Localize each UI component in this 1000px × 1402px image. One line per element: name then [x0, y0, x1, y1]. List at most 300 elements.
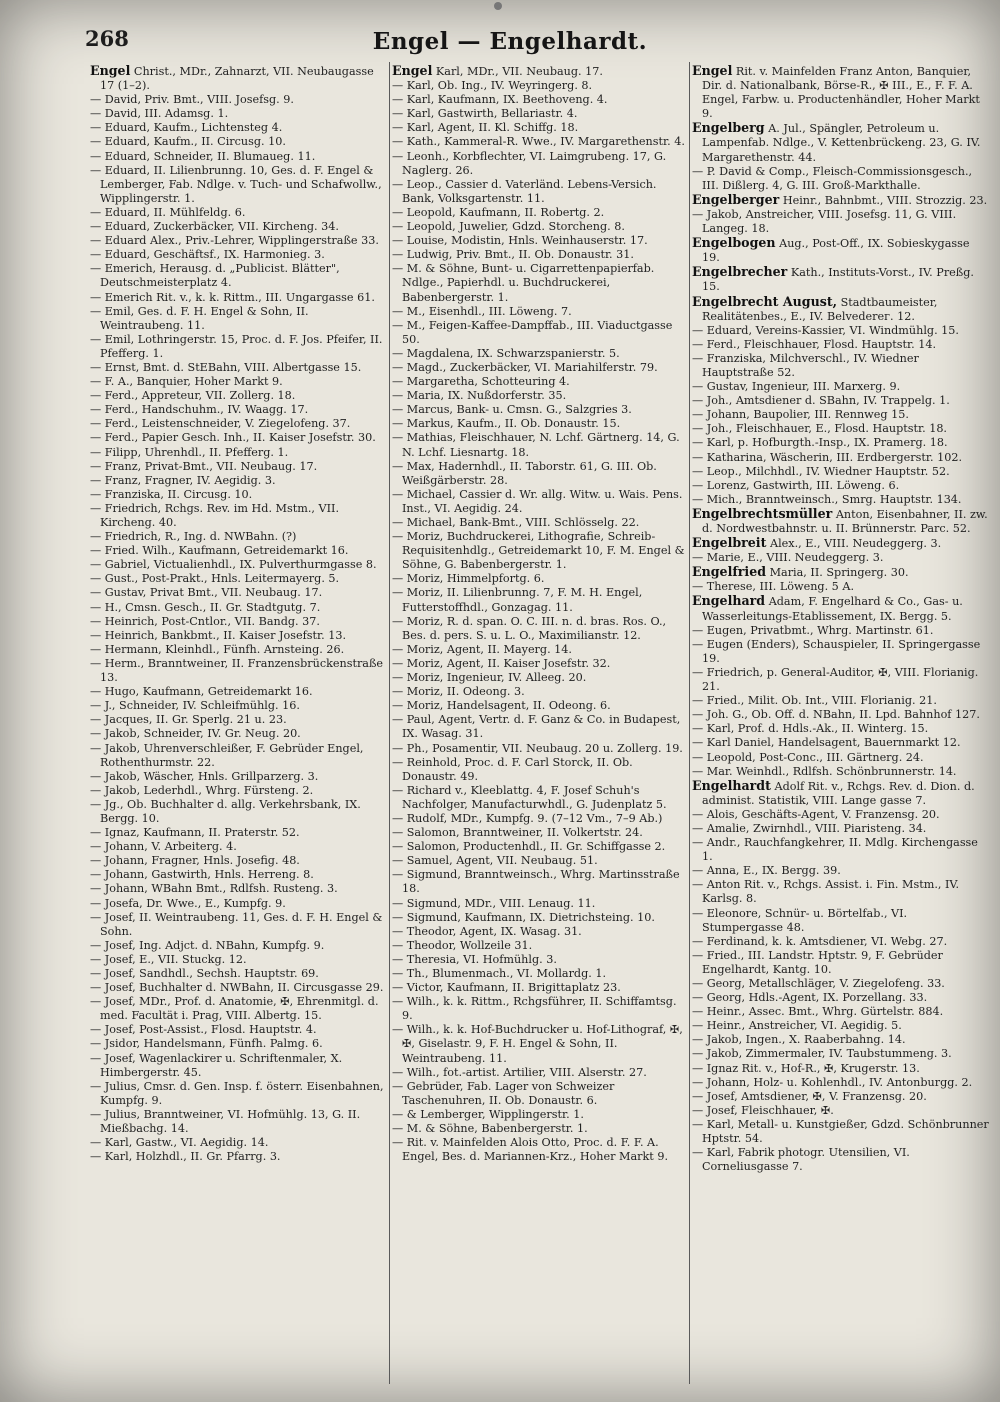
directory-entry — [90, 911, 387, 939]
entry-text: — Julius, Cmsr. d. Gen. Insp. f. österr. Eisenbahnen, Kumpfg. 9. — [90, 1079, 384, 1107]
entry-text: — Anton Rit. v., Rchgs. Assist. i. Fin. Mstm., IV. Karlsg. 8. — [692, 878, 960, 906]
directory-entry — [392, 305, 689, 319]
directory-entry — [90, 868, 387, 882]
entry-text: — Josef, Ing. Adjct. d. NBahn, Kumpfg. 9. — [90, 938, 325, 952]
directory-entry — [392, 389, 689, 403]
entry-text: — Gustav, Privat Bmt., VII. Neubaug. 17. — [90, 586, 323, 600]
entry-text: — Th., Blumenmach., VI. Mollardg. 1. — [392, 967, 607, 980]
entry-text: — Richard v., Kleeblattg. 4, F. Josef Schuh's Nachfolger, Manufacturwhdl., G. Judenplatz 5. — [392, 783, 667, 811]
entry-text: — Franz, Fragner, IV. Aegidig. 3. — [90, 473, 276, 487]
entry-text: — Moriz, II. Odeong. 3. — [392, 685, 525, 699]
entry-text: — Rit. v. Mainfelden Alois Otto, Proc. d. F. F. A. Engel, Bes. d. Mariannen-Krz., Hoher Markt 9. — [392, 1136, 669, 1164]
entry-text: — Georg, Metallschläger, V. Ziegelofeng. 33. — [692, 977, 945, 990]
entry-text: — David, Priv. Bmt., VIII. Josefsg. 9. — [90, 93, 294, 107]
entry-text: — Eduard, Kaufm., Lichtensteg 4. — [90, 121, 283, 135]
directory-entry — [90, 150, 387, 164]
entry-text: — Karl Daniel, Handelsagent, Bauernmarkt 12. — [692, 736, 961, 750]
directory-entry — [392, 1080, 689, 1108]
directory-entry — [90, 488, 387, 502]
entry-text: — Sigmund, MDr., VIII. Lenaug. 11. — [392, 896, 596, 910]
entry-text: — Jsidor, Handelsmann, Fünfh. Palmg. 6. — [90, 1037, 323, 1051]
directory-entry — [392, 925, 689, 939]
directory-entry — [90, 995, 387, 1023]
directory-entry — [392, 1136, 689, 1164]
directory-entry — [392, 812, 689, 826]
directory-entry — [392, 671, 689, 685]
directory-entry — [692, 265, 989, 294]
entry-text: A. Jul., Spängler, Petroleum u. Lampenfab. Ndlge., V. Kettenbrückeng. 23, G. IV. Margarethenstr. 44. — [702, 122, 981, 164]
directory-entry — [392, 79, 689, 93]
entry-text: — Leopold, Post-Conc., III. Gärtnerg. 24. — [692, 750, 924, 764]
directory-entry — [392, 234, 689, 248]
entry-text: — Karl, Ob. Ing., IV. Weyringerg. 8. — [392, 79, 593, 93]
entry-text: — Leop., Cassier d. Vaterländ. Lebens-Versich. Bank, Volksgartenstr. 11. — [392, 177, 657, 205]
entry-text: — Herm., Branntweiner, II. Franzensbrückenstraße 13. — [90, 656, 384, 685]
entry-text: — Julius, Branntweiner, VI. Hofmühlg. 13, G. II. Mießbachg. 14. — [90, 1107, 361, 1136]
directory-entry — [392, 361, 689, 375]
directory-entry — [392, 347, 689, 361]
entry-text: — Moriz, R. d. span. O. C. III. n. d. bras. Ros. O., Bes. d. pers. S. u. L. O., Maximilianstr. 12. — [392, 614, 667, 642]
directory-entry — [692, 765, 989, 779]
entry-text: — Gustav, Ingenieur, III. Marxerg. 9. — [692, 380, 901, 394]
directory-entry — [90, 558, 387, 572]
directory-entry — [90, 586, 387, 600]
entry-text: — Magd., Zuckerbäcker, VI. Mariahilferstr. 79. — [392, 360, 658, 374]
entry-text: — Johann, Baupolier, III. Rennweg 15. — [692, 408, 909, 422]
directory-entry — [392, 206, 689, 220]
entry-text: Adam, F. Engelhard & Co., Gas- u. Wasserleitungs-Etablissement, IX. Bergg. 5. — [702, 595, 963, 623]
directory-entry — [392, 150, 689, 178]
directory-entry — [90, 1150, 387, 1164]
directory-entry — [692, 1019, 989, 1033]
entry-text: — Moriz, Handelsagent, II. Odeong. 6. — [392, 699, 611, 713]
entry-text: — Eduard, Geschäftsf., IX. Harmonieg. 3. — [90, 248, 325, 262]
directory-entry — [90, 220, 387, 234]
directory-entry — [90, 981, 387, 995]
entry-text: — Fried., Milit. Ob. Int., VIII. Florianig. 21. — [692, 694, 937, 708]
entry-text: — Karl, p. Hofburgth.-Insp., IX. Pramerg. 18. — [692, 436, 948, 450]
directory-entry — [692, 165, 989, 193]
directory-entry — [692, 624, 989, 638]
directory-entry — [692, 451, 989, 465]
directory-entry — [90, 305, 387, 333]
directory-entry — [90, 389, 387, 403]
directory-entry — [692, 422, 989, 436]
directory-entry — [392, 995, 689, 1023]
directory-entry — [392, 911, 689, 925]
directory-entry — [90, 572, 387, 586]
directory-entry — [392, 657, 689, 671]
entry-text: — Franziska, Milchverschl., IV. Wiedner Hauptstraße 52. — [692, 351, 919, 379]
directory-entry — [392, 868, 689, 896]
entry-text: Heinr., Bahnbmt., VIII. Strozzig. 23. — [782, 193, 988, 207]
entry-text: — Josef, E., VII. Stuckg. 12. — [90, 952, 247, 966]
entry-text: — Johann, V. Arbeiterg. 4. — [90, 840, 237, 854]
directory-entry — [90, 474, 387, 488]
directory-entry — [392, 713, 689, 741]
entry-text: — Emerich, Herausg. d. „Publicist. Blätter", Deutschmeisterplatz 4. — [90, 262, 340, 290]
directory-entry — [692, 779, 989, 808]
entry-text: — Ferd., Fleischhauer, Flosd. Hauptstr. 14. — [692, 337, 937, 351]
entry-text: — Wilh., k. k. Rittm., Rchgsführer, II. Schiffamtsg. 9. — [392, 995, 677, 1023]
entry-text: Kath., Instituts-Vorst., IV. Preßg. 15. — [702, 266, 974, 294]
directory-entry — [392, 953, 689, 967]
directory-entry — [392, 586, 689, 614]
directory-entry — [692, 864, 989, 878]
entry-text: Alex., E., VIII. Neudeggerg. 3. — [769, 537, 942, 551]
entry-text: — Karl, Metall- u. Kunstgießer, Gdzd. Schönbrunner Hptstr. 54. — [692, 1117, 989, 1146]
entry-text: — Amalie, Zwirnhdl., VIII. Piaristeng. 34. — [692, 821, 927, 835]
directory-entry — [90, 953, 387, 967]
directory-entry — [692, 338, 989, 352]
entry-text: — Heinr., Anstreicher, VI. Aegidig. 5. — [692, 1019, 902, 1033]
directory-entry — [692, 594, 989, 623]
entry-text: — Michael, Cassier d. Wr. allg. Witw. u. Wais. Pens. Inst., VI. Aegidig. 24. — [392, 487, 683, 515]
entry-text: — Jakob, Ingen., X. Raaberbahng. 14. — [692, 1033, 906, 1047]
directory-entry — [90, 770, 387, 784]
entry-text: — Jakob, Anstreicher, VIII. Josefsg. 11, G. VIII. Langeg. 18. — [692, 207, 957, 236]
entry-text: — Margaretha, Schotteuring 4. — [392, 375, 570, 389]
directory-entry — [392, 121, 689, 135]
entry-text: — Max, Hadernhdl., II. Taborstr. 61, G. III. Ob. Weißgärberstr. 28. — [392, 459, 657, 487]
entry-text: — Moriz, Ingenieur, IV. Alleeg. 20. — [392, 671, 587, 685]
entry-text: — M., Eisenhdl., III. Löweng. 7. — [392, 304, 572, 318]
entry-text: Adolf Rit. v., Rchgs. Rev. d. Dion. d. administ. Statistik, VIII. Lange gasse 7. — [702, 779, 975, 807]
entry-text: — Salomon, Productenhdl., II. Gr. Schiffgasse 2. — [392, 840, 666, 854]
entry-text: — M., Feigen-Kaffee-Dampffab., III. Viaductgasse 50. — [392, 318, 673, 346]
entry-surname: Engelbrechtsmüller — [692, 505, 833, 521]
directory-entry — [90, 742, 387, 770]
entry-text: — Joh., Amtsdiener d. SBahn, IV. Trappelg. 1. — [692, 394, 950, 408]
directory-entry — [392, 981, 689, 995]
directory-entry — [692, 722, 989, 736]
punch-hole — [494, 2, 502, 10]
directory-entry — [692, 638, 989, 666]
directory-entry — [90, 544, 387, 558]
entry-text: — Georg, Hdls.-Agent, IX. Porzellang. 33. — [692, 991, 928, 1005]
directory-entry — [90, 375, 387, 389]
entry-surname: Engelberger — [692, 191, 780, 207]
directory-entry — [90, 1136, 387, 1150]
directory-entry — [692, 380, 989, 394]
entry-text: — Eduard Alex., Priv.-Lehrer, Wipplingerstraße 33. — [90, 234, 379, 248]
entry-text: — Jacques, II. Gr. Sperlg. 21 u. 23. — [90, 713, 287, 727]
entry-text: — Friedrich, R., Ing. d. NWBahn. (?) — [90, 530, 297, 544]
directory-entry — [90, 1108, 387, 1136]
directory-entry — [392, 107, 689, 121]
directory-entry — [692, 121, 989, 164]
entry-text: — Markus, Kaufm., II. Ob. Donaustr. 15. — [392, 417, 621, 431]
entry-text: Christ., MDr., Zahnarzt, VII. Neubaugasse 17 (1–2). — [100, 65, 374, 93]
directory-entry — [692, 352, 989, 380]
directory-entry — [692, 536, 989, 551]
directory-entry — [90, 291, 387, 305]
directory-entry — [392, 375, 689, 389]
entry-text: — Ph., Posamentir, VII. Neubaug. 20 u. Zollerg. 19. — [392, 741, 683, 755]
entry-text: Karl, MDr., VII. Neubaug. 17. — [435, 65, 603, 78]
entry-text: — Sigmund, Branntweinsch., Whrg. Martinsstraße 18. — [392, 868, 680, 896]
directory-entry — [392, 417, 689, 431]
entry-text: — Hermann, Kleinhdl., Fünfh. Arnsteing. 26. — [90, 642, 345, 656]
entry-text: — Moriz, Himmelpfortg. 6. — [392, 572, 545, 586]
entry-text: — Ignaz Rit. v., Hof-R., ✠, Krugerstr. 13. — [692, 1061, 920, 1075]
directory-entry — [692, 465, 989, 479]
directory-entry — [392, 643, 689, 657]
directory-entry — [392, 488, 689, 516]
column-1 — [90, 64, 387, 1372]
directory-entry — [392, 248, 689, 262]
directory-entry — [90, 1080, 387, 1108]
entry-text: — Rudolf, MDr., Kumpfg. 9. (7–12 Vm., 7–9 Ab.) — [392, 811, 663, 825]
directory-entry — [392, 319, 689, 347]
directory-entry — [392, 615, 689, 643]
entry-surname: Engel — [392, 64, 433, 78]
directory-entry — [90, 403, 387, 417]
directory-entry — [90, 601, 387, 615]
entry-text: — Marie, E., VIII. Neudeggerg. 3. — [692, 551, 884, 565]
entry-text: — Moriz, Buchdruckerei, Lithografie, Schreib-Requisitenhdlg., Getreidemarkt 10, F. M. Engel & Söhne, G. Babenbergerstr. 1. — [392, 530, 685, 572]
directory-entry — [692, 991, 989, 1005]
entry-text: Maria, II. Springerg. 30. — [769, 566, 909, 580]
entry-text: — Karl, Agent, II. Kl. Schiffg. 18. — [392, 121, 579, 135]
entry-text: — Jakob, Lederhdl., Whrg. Fürsteng. 2. — [90, 783, 314, 797]
entry-text: — Emil, Ges. d. F. H. Engel & Sohn, II. Weintraubeng. 11. — [90, 304, 309, 332]
entry-surname: Engelberg — [692, 120, 765, 136]
directory-entry — [692, 822, 989, 836]
entry-text: — Sigmund, Kaufmann, IX. Dietrichsteing. 10. — [392, 910, 655, 924]
entry-text: — Theresia, VI. Hofmühlg. 3. — [392, 952, 557, 966]
directory-entry — [692, 1005, 989, 1019]
entry-text: — Maria, IX. Nußdorferstr. 35. — [392, 389, 567, 403]
entry-text: — Johann, Fragner, Hnls. Josefig. 48. — [90, 854, 300, 868]
directory-entry — [90, 107, 387, 121]
entry-text: Stadtbaumeister, Realitätenbes., E., IV. Belvederег. 12. — [702, 295, 938, 323]
directory-entry — [392, 840, 689, 854]
entry-text: — Hugo, Kaufmann, Getreidemarkt 16. — [90, 685, 313, 699]
column-divider — [389, 62, 390, 1384]
entry-text: — F. A., Banquier, Hoher Markt 9. — [90, 375, 283, 389]
directory-entry — [692, 1118, 989, 1146]
entry-text: — Marcus, Bank- u. Cmsn. G., Salzgries 3. — [392, 403, 632, 417]
entry-text: — Anna, E., IX. Bergg. 39. — [692, 864, 841, 878]
entry-text: — Ferd., Appreteur, VII. Zollerg. 18. — [90, 389, 296, 403]
directory-entry — [692, 694, 989, 708]
directory-entry — [692, 479, 989, 493]
entry-text: — Karl, Gastwirth, Bellariastr. 4. — [392, 107, 578, 121]
directory-entry — [392, 854, 689, 868]
directory-entry — [392, 756, 689, 784]
directory-entry — [692, 1033, 989, 1047]
entry-text: — Michael, Bank-Bmt., VIII. Schlösselg. 22. — [392, 516, 640, 529]
entry-text: — Eugen (Enders), Schauspieler, II. Springergasse 19. — [692, 637, 981, 665]
entry-text: — Samuel, Agent, VII. Neubaug. 51. — [392, 854, 598, 868]
entry-text: — Johann, WBahn Bmt., Rdlfsh. Rusteng. 3. — [90, 882, 338, 896]
entry-text: — Moriz, Agent, II. Kaiser Josefstr. 32. — [392, 656, 611, 670]
entry-text: — M. & Söhne, Bunt- u. Cigarrettenpapierfab. Ndlge., Papierhdl. u. Buchdruckerei, Babenbergerstr. 1. — [392, 262, 655, 304]
entry-text: — Ludwig, Priv. Bmt., II. Ob. Donaustr. 31. — [392, 248, 634, 262]
entry-text: — Moriz, Agent, II. Mayerg. 14. — [392, 642, 572, 656]
directory-entry — [90, 784, 387, 798]
entry-text: — Ignaz, Kaufmann, II. Praterstr. 52. — [90, 826, 300, 840]
column-divider — [689, 62, 690, 1384]
entry-text: — Paul, Agent, Vertr. d. F. Ganz & Co. in Budapest, IX. Wasag. 31. — [392, 713, 681, 741]
directory-entry — [392, 64, 689, 79]
entry-text: — Franziska, II. Circusg. 10. — [90, 487, 253, 501]
entry-text: Rit. v. Mainfelden Franz Anton, Banquier, Dir. d. Nationalbank, Börse-R., ✠ III., E., F. F. A. Engel, Farbw. u. Productenhändler, Hoher Markt 9. — [702, 65, 980, 121]
directory-entry — [392, 220, 689, 234]
entry-text: — Jakob, Wäscher, Hnls. Grillparzerg. 3. — [90, 769, 319, 783]
entry-text: — Ernst, Bmt. d. StEBahn, VIII. Albertgasse 15. — [90, 360, 362, 374]
directory-entry — [90, 629, 387, 643]
entry-text: — Johann, Gastwirth, Hnls. Herreng. 8. — [90, 868, 314, 882]
directory-entry — [90, 897, 387, 911]
directory-entry — [90, 727, 387, 741]
entry-text: — H., Cmsn. Gesch., II. Gr. Stadtgutg. 7. — [90, 600, 321, 614]
directory-entry — [692, 1076, 989, 1090]
directory-entry — [392, 685, 689, 699]
column-2 — [392, 64, 689, 1372]
directory-entry — [692, 949, 989, 977]
entry-text: — David, III. Adamsg. 1. — [90, 107, 229, 121]
directory-entry — [692, 394, 989, 408]
entry-text: — Fried., III. Landstr. Hptstr. 9, F. Gebrüder Engelhardt, Kantg. 10. — [692, 948, 943, 976]
directory-entry — [692, 580, 989, 594]
entry-text: — Alois, Geschäfts-Agent, V. Franzensg. 20. — [692, 807, 940, 821]
entry-text: — Friedrich, p. General-Auditor, ✠, VIII. Florianig. 21. — [692, 665, 979, 694]
directory-entry — [392, 939, 689, 953]
directory-entry — [692, 1146, 989, 1174]
entry-text: — Josef, Fleischhauer, ✠. — [692, 1103, 834, 1117]
entry-text: — Gust., Post-Prakt., Hnls. Leitermayerg. 5. — [90, 572, 340, 586]
directory-entry — [90, 530, 387, 544]
entry-text: — Mich., Branntweinsch., Smrg. Hauptstr. 134. — [692, 492, 962, 506]
entry-text: — Karl, Kaufmann, IX. Beethoveng. 4. — [392, 93, 608, 107]
entry-text: — Andr., Rauchfangkehrer, II. Mdlg. Kirchengasse 1. — [692, 836, 978, 864]
directory-entry — [692, 736, 989, 750]
directory-entry — [90, 615, 387, 629]
directory-entry — [392, 784, 689, 812]
entry-text: — Josef, Amtsdiener, ✠, V. Franzensg. 20. — [692, 1089, 927, 1103]
directory-entry — [692, 808, 989, 822]
entry-text: — P. David & Comp., Fleisch-Commissionsgesch., III. Dißlerg. 4, G. III. Groß-Markthalle. — [692, 164, 973, 192]
directory-entry — [90, 882, 387, 896]
entry-text: — Ferd., Leistenschneider, V. Ziegelofeng. 37. — [90, 417, 351, 431]
directory-entry — [90, 93, 387, 107]
entry-text: — Josef, Buchhalter d. NWBahn, II. Circusgasse 29. — [90, 981, 384, 995]
directory-entry — [392, 572, 689, 586]
entry-text: — Johann, Holz- u. Kohlenhdl., IV. Antonburgg. 2. — [692, 1075, 973, 1089]
entry-text: — Heinrich, Post-Cntlor., VII. Bandg. 37. — [90, 614, 320, 628]
directory-entry — [692, 408, 989, 422]
directory-entry — [392, 135, 689, 149]
directory-entry — [90, 1052, 387, 1080]
directory-entry — [90, 1037, 387, 1051]
directory-entry — [90, 64, 387, 93]
entry-text: Anton, Eisenbahner, II. zw. d. Nordwestbahnstr. u. II. Brünnerstr. Parc. 52. — [702, 507, 988, 535]
directory-entry — [90, 460, 387, 474]
directory-entry — [692, 1062, 989, 1076]
entry-text: — Joh., Fleischhauer, E., Flosd. Hauptstr. 18. — [692, 422, 947, 436]
entry-surname: Engel — [692, 64, 733, 78]
entry-text: — Theodor, Wollzeile 31. — [392, 938, 533, 952]
entry-surname: Engelbogen — [692, 235, 776, 251]
directory-entry — [692, 708, 989, 722]
directory-entry — [692, 1090, 989, 1104]
entry-text: — Jakob, Uhrenverschleißer, F. Gebrüder Engel, Rothenthurmstr. 22. — [90, 741, 364, 769]
entry-text: — Jakob, Schneider, IV. Gr. Neug. 20. — [90, 727, 301, 741]
directory-entry — [692, 507, 989, 536]
directory-entry — [90, 333, 387, 361]
directory-entry — [392, 262, 689, 304]
entry-surname: Engelhard — [692, 593, 766, 609]
directory-entry — [392, 1122, 689, 1136]
directory-entry — [392, 516, 689, 530]
directory-entry — [692, 208, 989, 236]
entry-text: — Leopold, Kaufmann, II. Robertg. 2. — [392, 205, 605, 219]
directory-entry — [90, 262, 387, 290]
directory-entry — [90, 939, 387, 953]
entry-text: — Heinr., Assec. Bmt., Whrg. Gürtelstr. 884. — [692, 1005, 944, 1019]
entry-text: — Heinrich, Bankbmt., II. Kaiser Josefstr. 13. — [90, 628, 347, 642]
directory-entry — [392, 1023, 689, 1065]
entry-text: — Moriz, II. Lilienbrunng. 7, F. M. H. Engel, Futterstoffhdl., Gonzagag. 11. — [392, 586, 643, 614]
entry-text: — Josef, Post-Assist., Flosd. Hauptstr. 4. — [90, 1023, 317, 1037]
entry-text: Aug., Post-Off., IX. Sobieskygasse 19. — [702, 237, 970, 265]
entry-text: — Lorenz, Gastwirth, III. Löweng. 6. — [692, 478, 900, 492]
directory-entry — [692, 236, 989, 265]
directory-entry — [90, 713, 387, 727]
directory-entry — [90, 854, 387, 868]
directory-entry — [692, 436, 989, 450]
entry-text: — Eduard, Kaufm., II. Circusg. 10. — [90, 135, 286, 149]
entry-surname: Engelbrecht August, — [692, 293, 838, 309]
entry-text: — Gabriel, Victualienhdl., IX. Pulverthurmgasse 8. — [90, 558, 377, 572]
directory-entry — [692, 1104, 989, 1118]
directory-entry — [90, 206, 387, 220]
directory-entry — [692, 565, 989, 580]
directory-entry — [90, 1023, 387, 1037]
directory-entry — [392, 530, 689, 572]
entry-text: — Ferd., Papier Gesch. Inh., II. Kaiser Josefstr. 30. — [90, 431, 376, 445]
entry-text: — Wilh., fot.-artist. Artilier, VIII. Alserstr. 27. — [392, 1065, 647, 1079]
entry-text: — Ferd., Handschuhm., IV. Waagg. 17. — [90, 403, 309, 417]
page-title: Engel — Engelhardt. — [372, 28, 648, 55]
entry-text: — Salomon, Branntweiner, II. Volkertstr. 24. — [392, 826, 643, 840]
entry-text: — M. & Söhne, Babenbergerstr. 1. — [392, 1122, 588, 1136]
entry-text: — Josef, Sandhdl., Sechsh. Hauptstr. 69. — [90, 967, 319, 980]
directory-entry — [90, 798, 387, 826]
entry-text: — Eleonore, Schnür- u. Börtelfab., VI. Stumpergasse 48. — [692, 906, 908, 934]
entry-text: — Fried. Wilh., Kaufmann, Getreidemarkt 16. — [90, 544, 349, 558]
directory-entry — [692, 551, 989, 565]
entry-surname: Engelbreit — [692, 535, 767, 551]
entry-surname: Engelbrecher — [692, 264, 788, 280]
entry-text: — Reinhold, Proc. d. F. Carl Storck, II. Ob. Donaustr. 49. — [392, 755, 633, 783]
directory-entry — [692, 493, 989, 507]
directory-entry — [90, 361, 387, 375]
entry-text: — Karl, Fabrik photogr. Utensilien, VI. Corneliusgasse 7. — [692, 1146, 910, 1174]
entry-text: — Katharina, Wäscherin, III. Erdbergerstr. 102. — [692, 450, 963, 464]
directory-entry — [392, 178, 689, 206]
column-3 — [692, 64, 989, 1372]
entry-text: — Leopold, Juwelier, Gdzd. Storcheng. 8. — [392, 220, 625, 234]
directory-entry — [90, 121, 387, 135]
entry-surname: Engel — [90, 64, 131, 78]
entry-text: — Eduard, Zuckerbäcker, VII. Kircheng. 34. — [90, 220, 339, 234]
entry-text: — J., Schneider, IV. Schleifmühlg. 16. — [90, 699, 300, 713]
entry-text: — Jakob, Zimmermaler, IV. Taubstummeng. 3. — [692, 1047, 952, 1061]
directory-entry — [392, 460, 689, 488]
